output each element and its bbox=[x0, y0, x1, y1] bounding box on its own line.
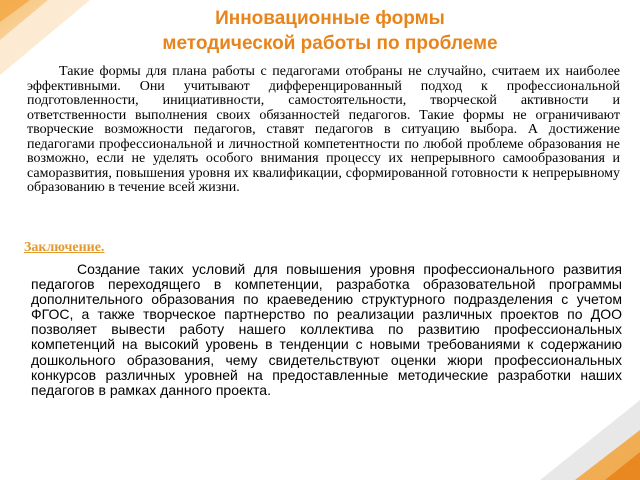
conclusion-heading: Заключение. bbox=[24, 240, 105, 255]
body-paragraph: Такие формы для плана работы с педагогами отобраны не случайно, считаем их наиболее эффективными. Они учитывают дифференцированный подход к профессиональной подготовленности, инициативности, самостоятельности, творческой активности и ответственности выполнения своих обязанностей педагогов. Такие формы не ограничивают творческие возможности педагогов, ставят педагогов в ситуацию выбора. А достижение педагогами профессиональной и личностной компетентности по любой проблеме образования не возможно, если не уделять особого внимания процессу их непрерывного самообразования и саморазвития, повышения уровня их квалификации, сформированной готовности к непрерывному образованию в течение всей жизни. bbox=[27, 64, 620, 195]
slide-title-line-2: методической работы по проблеме bbox=[162, 33, 498, 54]
slide-title-line-1: Инновационные формы bbox=[215, 8, 445, 29]
conclusion-paragraph: Создание таких условий для повышения уровня профессионального развития педагогов переходящего в компетенции, разработка образовательной программы дополнительного образования по краеведению структурного подразделения с учетом ФГОС, а также творческое партнерство по реализации различных проектов по ДОО позволяет вывести работу нашего коллектива по развитию профессиональных компетенций на высокий уровень в тенденции с новыми требованиями к содержанию дошкольного образования, чему свидетельствуют оценки жюри профессиональных конкурсов различных уровней на предоставленные методические разработки наших педагогов в рамках данного проекта. bbox=[31, 261, 622, 398]
slide-title bbox=[70, 6, 590, 56]
bottom-right-corner-decoration bbox=[510, 390, 640, 480]
